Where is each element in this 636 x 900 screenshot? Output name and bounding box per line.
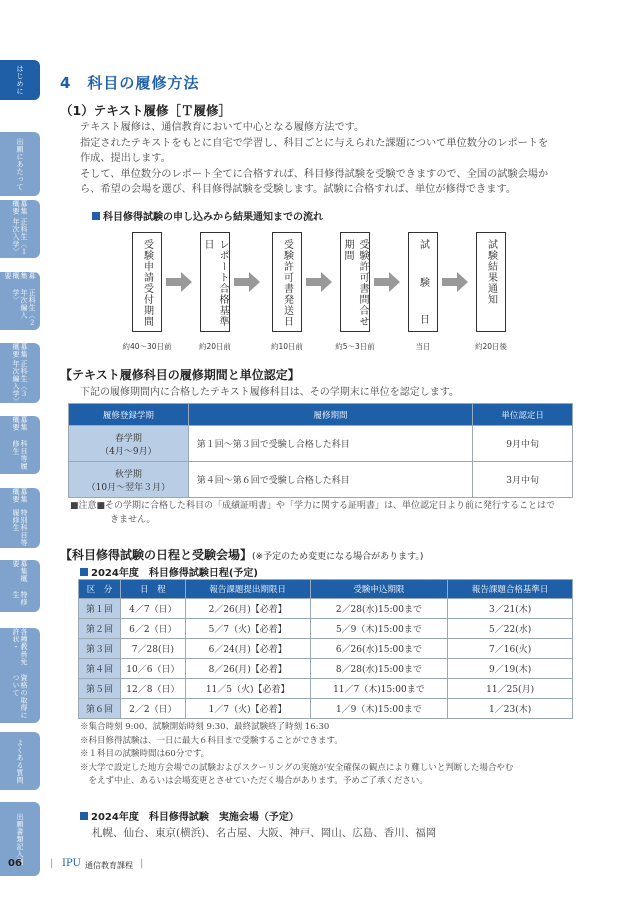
side-tab-label: 出願書類記入例: [16, 812, 25, 866]
side-tab-label: 募集概要: [12, 560, 29, 583]
side-tab-5[interactable]: [0, 416, 40, 474]
flow-step-char: 試: [417, 239, 429, 250]
subsection-heading: （1）テキスト履修［Ｔ履修］: [60, 103, 231, 118]
table-row: [69, 462, 573, 498]
side-tab-label: 正科生〈２年次編入学〉: [12, 288, 37, 327]
side-tab-label: 出願にあたって: [16, 137, 25, 191]
square-bullet-icon: [80, 812, 88, 820]
schedule-cell: 第１回: [79, 599, 121, 619]
side-tab-label: 募集概要: [12, 416, 29, 431]
schedule-cell: 第３回: [79, 639, 121, 659]
schedule-header: 受験申込期限: [310, 580, 448, 599]
flow-step-box: [200, 232, 230, 332]
side-tab-label: 募集概要: [12, 200, 29, 215]
side-tab-label: 正科生〈３年次編入学〉: [12, 360, 29, 406]
schedule-cell: 1／9（木)15:00まで: [310, 699, 448, 719]
flow-step-text: [416, 239, 431, 325]
side-tab-4[interactable]: [0, 343, 40, 406]
schedule-cell: 6／24(月)【必着】: [185, 639, 310, 659]
schedule-header: 日 程: [120, 580, 185, 599]
date-cell: 9月中旬: [473, 426, 573, 462]
side-tab-label: 特修生: [12, 590, 29, 606]
term-cell: 春学期 （4月～9月）: [69, 426, 189, 462]
schedule-cell: 3／21(木): [448, 599, 573, 619]
side-tab-label: 各種教員免許状・: [12, 628, 29, 666]
flow-step-box: [340, 232, 370, 332]
term-cell: 秋学期 （10月～翌年３月）: [69, 462, 189, 498]
page-number: 06: [8, 858, 22, 869]
schedule-cell: 7／16(火): [448, 639, 573, 659]
period-note: ■注意■その学期に合格した科目の「成績証明書」や「学力に関する証明書」は、単位認定日より前に発行することはで きません。: [70, 501, 556, 525]
schedule-table: [78, 579, 573, 719]
schedule-cell: 2／26(月)【必着】: [185, 599, 310, 619]
intro-line: 指定されたテキストをもとに自宅で学習し、科目ごとに与えられた課題について単位数分のレポートを: [80, 137, 549, 149]
flow-step-box: [476, 232, 506, 332]
schedule-cell: 7／28(日): [120, 639, 185, 659]
side-tab-label: 募集概要: [12, 343, 29, 358]
period-desc: 下記の履修期間内に合格したテキスト履修科目は、その学期末に単位を認定します。: [80, 387, 459, 398]
schedule-section-title: 【科目修得試験の日程と受験会場】(※予定のため変更になる場合があります。): [60, 548, 424, 562]
schedule-cell: 9／19(木): [448, 659, 573, 679]
side-tab-0[interactable]: [0, 60, 40, 100]
flow-step-text: 受験申請受付期間: [141, 239, 153, 327]
flow-step-text: 試験結果通知: [485, 239, 497, 305]
schedule-cell: 6／2（日）: [120, 619, 185, 639]
side-tab-label: 正科生〈１年次入学〉: [12, 218, 29, 256]
schedule-cell: 第５回: [79, 679, 121, 699]
intro-paragraph: [80, 120, 580, 198]
footer-separator: |: [140, 858, 144, 869]
schedule-cell: 5／9（木)15:00まで: [310, 619, 448, 639]
schedule-cell: 12／8（日）: [120, 679, 185, 699]
flow-step-box: [408, 232, 438, 332]
side-tab-3[interactable]: [0, 272, 40, 330]
schedule-cell: 10／6（日）: [120, 659, 185, 679]
period-header: 単位認定日: [473, 404, 573, 426]
table-row: [79, 699, 573, 719]
schedule-subtitle: 2024年度 科目修得試験日程(予定): [80, 564, 258, 579]
flow-step-label: 約20日後: [474, 342, 508, 351]
square-bullet-icon: [92, 212, 100, 220]
table-row: [69, 426, 573, 462]
schedule-cell: 11／7（木)15:00まで: [310, 679, 448, 699]
flow-arrow-icon: [166, 272, 192, 292]
flow-title: 科目修得試験の申し込みから結果通知までの流れ: [92, 208, 323, 223]
flow-step-label: 約20日前: [198, 342, 232, 351]
table-row: [79, 599, 573, 619]
schedule-header: 報告課題合格基準日: [448, 580, 573, 599]
table-row: [79, 659, 573, 679]
schedule-cell: 5／7（火)【必着】: [185, 619, 310, 639]
period-table: [68, 403, 573, 498]
side-tab-9[interactable]: [0, 732, 40, 790]
section-heading: 4 科目の履修方法: [60, 74, 200, 92]
schedule-cell: 5／22(水): [448, 619, 573, 639]
table-row: [79, 679, 573, 699]
side-tab-2[interactable]: [0, 200, 40, 258]
flow-step-char: 験: [417, 276, 429, 288]
table-row: [79, 619, 573, 639]
schedule-cell: 2／28(水)15:00まで: [310, 599, 448, 619]
schedule-cell: 4／7（日）: [120, 599, 185, 619]
footer-text: 通信教育課程: [85, 861, 133, 870]
side-tab-label: 科目等履修生: [12, 440, 29, 471]
side-tab-label: 募集概要: [12, 488, 29, 503]
flow-step-text: 受験許可書発送日: [281, 239, 293, 327]
period-cell: 第４回～第６回で受験し合格した科目: [188, 462, 472, 498]
flow-step-char: 日: [417, 314, 429, 325]
schedule-cell: 8／28(水)15:00まで: [310, 659, 448, 679]
intro-line: そして、単位数分のレポート全てに合格すれば、科目修得試験を受験できますので、全国の試験会場か: [80, 168, 549, 180]
flow-step-label: 当日: [415, 342, 431, 351]
schedule-cell: 11／5（火)【必着】: [185, 679, 310, 699]
side-tab-1[interactable]: [0, 132, 40, 196]
schedule-header: 報告課題提出期限日: [185, 580, 310, 599]
schedule-cell: 1／7（火)【必着】: [185, 699, 310, 719]
table-row: [79, 639, 573, 659]
date-cell: 3月中旬: [473, 462, 573, 498]
flow-step-label: 約40～30日前: [122, 342, 172, 351]
side-tab-label: よくある質問: [16, 738, 25, 784]
schedule-cell: 11／25(月): [448, 679, 573, 699]
flow-arrow-icon: [306, 272, 332, 292]
schedule-cell: 第２回: [79, 619, 121, 639]
schedule-cell: 8／26(月)【必着】: [185, 659, 310, 679]
flow-arrow-icon: [374, 272, 400, 292]
flow-step-label: 約5～3日前: [335, 342, 375, 351]
period-header: 履修期間: [188, 404, 472, 426]
footer-brand: IPU: [62, 858, 81, 869]
side-tab-label: 資格の取得について: [12, 673, 29, 719]
venue-title: 2024年度 科目修得試験 実施会場（予定）: [80, 808, 299, 823]
side-tab-label: 特別科目等履修生: [12, 509, 29, 547]
side-tab-label: はじめに: [16, 65, 25, 95]
side-tab-7[interactable]: [0, 560, 40, 612]
intro-line: ら、希望の会場を選び、科目修得試験を受験します。試験に合格すれば、単位が修得できます。: [80, 184, 517, 195]
schedule-header: 区 分: [79, 580, 121, 599]
flow-step-text: 受験許可書問合せ期間: [342, 239, 368, 327]
flow-step-box: [272, 232, 302, 332]
schedule-cell: 2／2（日）: [120, 699, 185, 719]
period-cell: 第１回～第３回で受験し合格した科目: [188, 426, 472, 462]
footer-separator: |: [50, 858, 54, 869]
schedule-cell: 6／26(水)15:00まで: [310, 639, 448, 659]
flow-arrow-icon: [442, 272, 468, 292]
flow-step-label: 約10日前: [270, 342, 304, 351]
schedule-cell: 第４回: [79, 659, 121, 679]
schedule-cell: 第６回: [79, 699, 121, 719]
flow-step-box: [132, 232, 162, 332]
intro-line: テキスト履修は、通信教育において中心となる履修方法です。: [80, 122, 365, 133]
flow-step-text: レポート合格基準日: [202, 239, 228, 327]
period-header: 履修登録学期: [69, 404, 189, 426]
square-bullet-icon: [80, 568, 88, 576]
schedule-cell: 1／23(木): [448, 699, 573, 719]
schedule-notes: ※集合時刻 9:00、試験開始時刻 9:30、最終試験終了時刻 16:30 ※科目修得試験は、一日に最大６科目まで受験することができます。 ※１科目の試験時間は60分です。 ※大学で設定した地方会場での試験およびスクーリングの実施が安全確保の観点により難しいと判断した場合やむ をえず中止、あるいは会場変更とさせていただく場合があります。予めご了承ください。: [80, 722, 514, 786]
flow-arrow-icon: [234, 272, 260, 292]
side-tab-6[interactable]: [0, 488, 40, 548]
period-section-title: 【テキスト履修科目の履修期間と単位認定】: [60, 368, 300, 382]
intro-line: 作成、提出します。: [80, 153, 171, 164]
venue-list: 札幌、仙台、東京(横浜)、名古屋、大阪、神戸、岡山、広島、香川、福岡: [92, 827, 437, 839]
side-tab-8[interactable]: [0, 628, 40, 723]
side-tab-label: 募集概要: [3, 272, 37, 280]
